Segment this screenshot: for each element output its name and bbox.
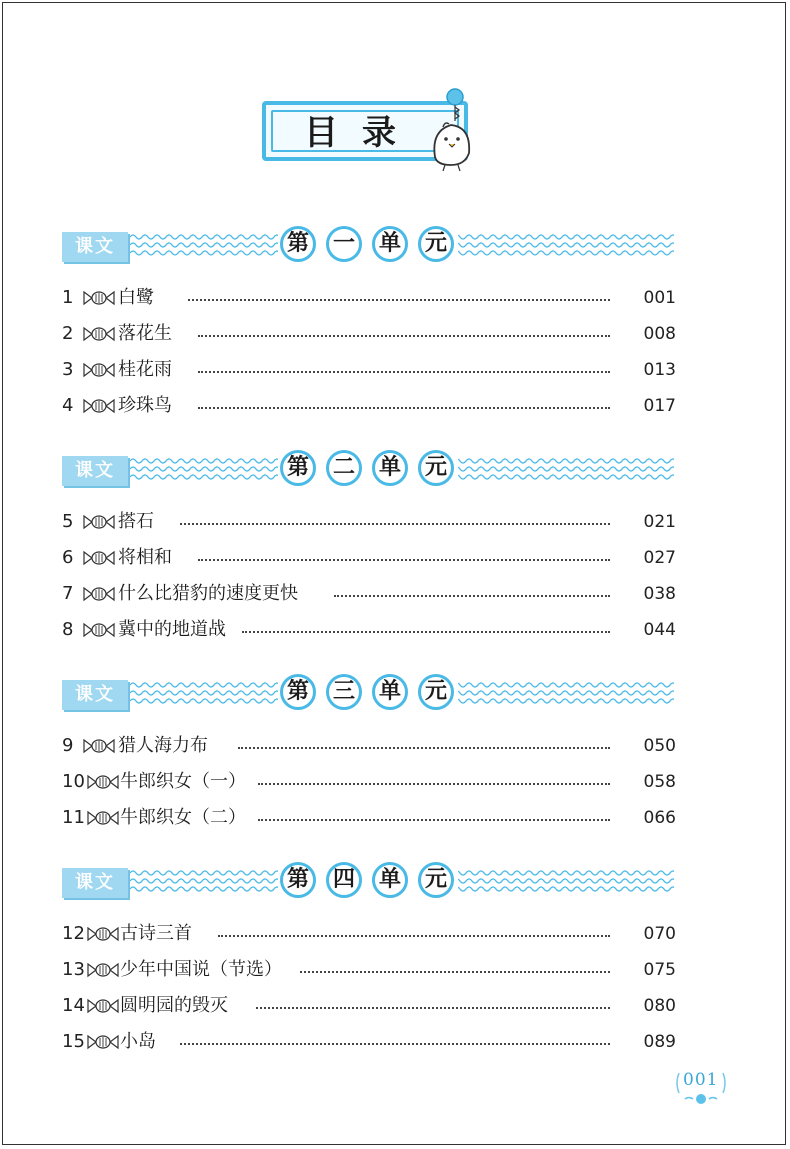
toc-entry[interactable] (62, 994, 680, 1018)
toc-entry[interactable] (62, 510, 680, 534)
unit-tag: 课文 (62, 680, 128, 710)
candy-bow-icon (82, 290, 116, 306)
entry-page: 089 (643, 1032, 676, 1052)
entry-title: 猎人海力布 (118, 735, 208, 756)
toc-entry[interactable] (62, 394, 680, 418)
unit-char: 单 (372, 450, 408, 486)
entry-page: 050 (643, 736, 676, 756)
toc-entry[interactable] (62, 922, 680, 946)
entry-number: 14 (62, 995, 85, 1016)
candy-bow-icon (86, 810, 120, 826)
toc-entry[interactable] (62, 546, 680, 570)
entry-number: 7 (62, 583, 74, 604)
entry-title: 珍珠鸟 (118, 395, 172, 416)
unit-char: 元 (418, 862, 454, 898)
leader-dots (258, 761, 610, 785)
entry-title: 圆明园的毁灭 (120, 995, 228, 1016)
leader-dots (258, 797, 610, 821)
toc-entry[interactable] (62, 770, 680, 794)
leader-dots (188, 277, 610, 301)
toc-entry[interactable] (62, 322, 680, 346)
entry-page: 001 (643, 288, 676, 308)
entry-page: 021 (643, 512, 676, 532)
unit-header-3 (62, 670, 674, 718)
entry-page: 038 (643, 584, 676, 604)
entry-number: 12 (62, 923, 85, 944)
leader-dots (218, 913, 610, 937)
candy-bow-icon (86, 774, 120, 790)
leader-dots (242, 609, 610, 633)
candy-bow-icon (86, 926, 120, 942)
unit-header-4 (62, 858, 674, 906)
entry-title: 小岛 (120, 1031, 156, 1052)
entry-title: 什么比猎豹的速度更快 (118, 583, 298, 604)
entry-number: 4 (62, 395, 74, 416)
leader-dots (300, 949, 610, 973)
unit-tag: 课文 (62, 456, 128, 486)
entry-title: 桂花雨 (118, 359, 172, 380)
unit-char: 元 (418, 674, 454, 710)
toc-entry[interactable] (62, 806, 680, 830)
entry-title: 冀中的地道战 (118, 619, 226, 640)
entry-title: 牛郎织女（一） (120, 771, 246, 792)
unit-char: 元 (418, 450, 454, 486)
entry-number: 10 (62, 771, 85, 792)
chick-mascot-icon (425, 87, 481, 173)
entry-number: 2 (62, 323, 74, 344)
entry-page: 013 (643, 360, 676, 380)
unit-char: 三 (326, 674, 362, 710)
candy-bow-icon (86, 998, 120, 1014)
unit-char: 单 (372, 226, 408, 262)
candy-bow-icon (86, 1034, 120, 1050)
entry-title: 少年中国说（节选） (120, 959, 282, 980)
entry-number: 8 (62, 619, 74, 640)
entry-page: 008 (643, 324, 676, 344)
toc-entry[interactable] (62, 286, 680, 310)
toc-entry[interactable] (62, 1030, 680, 1054)
toc-entry[interactable] (62, 618, 680, 642)
candy-bow-icon (82, 622, 116, 638)
candy-bow-icon (82, 738, 116, 754)
candy-bow-icon (82, 326, 116, 342)
unit-char: 单 (372, 674, 408, 710)
entry-number: 13 (62, 959, 85, 980)
leader-dots (238, 725, 610, 749)
entry-number: 1 (62, 287, 74, 308)
toc-entry[interactable] (62, 734, 680, 758)
candy-bow-icon (82, 550, 116, 566)
leader-dots (198, 385, 610, 409)
page-number: 001 (683, 1070, 719, 1090)
unit-tag: 课文 (62, 232, 128, 262)
unit-char: 单 (372, 862, 408, 898)
unit-char: 第 (280, 862, 316, 898)
entry-page: 080 (643, 996, 676, 1016)
unit-header-2 (62, 446, 674, 494)
toc-entry[interactable] (62, 958, 680, 982)
unit-header-1 (62, 222, 674, 270)
unit-char: 一 (326, 226, 362, 262)
unit-char: 二 (326, 450, 362, 486)
entry-number: 11 (62, 807, 85, 828)
entry-page: 070 (643, 924, 676, 944)
unit-char: 第 (280, 674, 316, 710)
entry-number: 9 (62, 735, 74, 756)
entry-title: 牛郎织女（二） (120, 807, 246, 828)
entry-page: 017 (643, 396, 676, 416)
unit-tag: 课文 (62, 868, 128, 898)
leader-dots (180, 501, 610, 525)
entry-title: 古诗三首 (120, 923, 192, 944)
leader-dots (198, 313, 610, 337)
leader-dots (256, 985, 610, 1009)
toc-entry[interactable] (62, 358, 680, 382)
entry-page: 075 (643, 960, 676, 980)
unit-char: 第 (280, 450, 316, 486)
candy-bow-icon (82, 514, 116, 530)
toc-entry[interactable] (62, 582, 680, 606)
leader-dots (180, 1021, 610, 1045)
entry-title: 搭石 (118, 511, 154, 532)
leader-dots (334, 573, 610, 597)
entry-page: 058 (643, 772, 676, 792)
candy-bow-icon (82, 398, 116, 414)
entry-number: 15 (62, 1031, 85, 1052)
entry-number: 6 (62, 547, 74, 568)
candy-bow-icon (86, 962, 120, 978)
candy-bow-icon (82, 362, 116, 378)
entry-title: 将相和 (118, 547, 172, 568)
entry-page: 027 (643, 548, 676, 568)
page-title: 目录 (304, 113, 420, 153)
leader-dots (198, 537, 610, 561)
unit-char: 四 (326, 862, 362, 898)
entry-number: 3 (62, 359, 74, 380)
entry-page: 044 (643, 620, 676, 640)
entry-number: 5 (62, 511, 74, 532)
entry-title: 白鹭 (118, 287, 154, 308)
entry-page: 066 (643, 808, 676, 828)
candy-bow-icon (82, 586, 116, 602)
entry-title: 落花生 (118, 323, 172, 344)
unit-char: 元 (418, 226, 454, 262)
unit-char: 第 (280, 226, 316, 262)
leader-dots (198, 349, 610, 373)
